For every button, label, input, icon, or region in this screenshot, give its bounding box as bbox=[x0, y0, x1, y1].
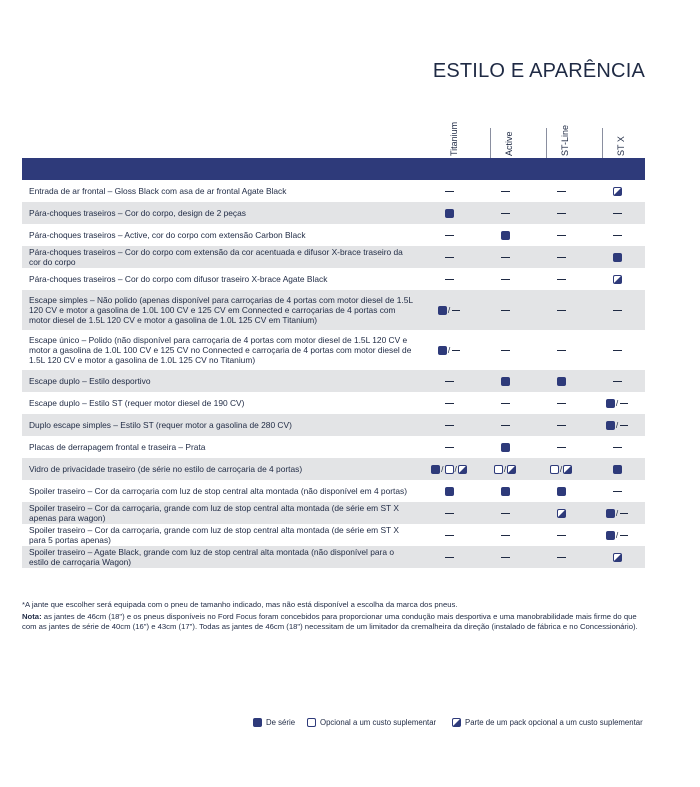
availability-cell bbox=[589, 330, 645, 370]
availability-cell bbox=[477, 224, 533, 246]
availability-cell bbox=[533, 268, 589, 290]
not-available-dash-icon bbox=[452, 310, 460, 311]
not-available-dash-icon bbox=[620, 513, 628, 514]
availability-cell bbox=[421, 224, 477, 246]
feature-label: Duplo escape simples – Estilo ST (requer motor a gasolina de 280 CV) bbox=[22, 414, 421, 436]
not-available-dash-icon bbox=[501, 213, 510, 214]
standard-marker-icon bbox=[606, 531, 615, 540]
availability-cell bbox=[477, 414, 533, 436]
column-divider bbox=[490, 128, 491, 158]
table-row bbox=[22, 330, 645, 370]
availability-cell bbox=[477, 546, 533, 568]
not-available-dash-icon bbox=[620, 425, 628, 426]
not-available-dash-icon bbox=[620, 403, 628, 404]
separator: / bbox=[447, 305, 451, 316]
table-row bbox=[22, 224, 645, 246]
pack-marker-icon bbox=[563, 465, 572, 474]
availability-cell bbox=[421, 414, 477, 436]
features-table bbox=[22, 180, 645, 568]
feature-label: Escape único – Polido (não disponível para carroçaria de 4 portas com motor diesel de 1.5L 120 CV e motor a gasolina de 1.0L 100 CV e 125 CV no Connected e carroçaria de 4 portas com motor diesel de 1.5L 120 CV e motor a gasolina de 1.0L 125 CV no Titanium) bbox=[29, 335, 412, 365]
column-divider bbox=[602, 128, 603, 158]
column-header-st-x: ST X bbox=[616, 136, 626, 156]
legend-optional: Opcional a um custo suplementar bbox=[307, 718, 436, 727]
not-available-dash-icon bbox=[501, 257, 510, 258]
not-available-dash-icon bbox=[445, 513, 454, 514]
standard-marker-icon bbox=[613, 253, 622, 262]
availability-cell bbox=[533, 546, 589, 568]
table-row bbox=[22, 458, 645, 480]
separator: / bbox=[615, 508, 619, 519]
not-available-dash-icon bbox=[445, 235, 454, 236]
not-available-dash-icon bbox=[613, 235, 622, 236]
not-available-dash-icon bbox=[557, 279, 566, 280]
not-available-dash-icon bbox=[613, 350, 622, 351]
not-available-dash-icon bbox=[557, 310, 566, 311]
feature-label: Spoiler traseiro – Cor da carroçaria, grande com luz de stop central alta montada (de série em ST X para 5 portas apenas) bbox=[29, 525, 399, 545]
availability-cell bbox=[589, 436, 645, 458]
separator: / bbox=[454, 464, 457, 475]
table-row bbox=[22, 502, 645, 524]
feature-label: Pára-choques traseiros – Cor do corpo com extensão da cor acentuada e difusor X-brace traseiro da cor do corpo bbox=[22, 246, 421, 268]
standard-marker-icon bbox=[431, 465, 440, 474]
not-available-dash-icon bbox=[501, 191, 510, 192]
not-available-dash-icon bbox=[445, 191, 454, 192]
not-available-dash-icon bbox=[445, 403, 454, 404]
availability-cell bbox=[477, 290, 533, 330]
standard-marker-icon bbox=[438, 346, 447, 355]
not-available-dash-icon bbox=[613, 491, 622, 492]
not-available-dash-icon bbox=[501, 557, 510, 558]
legend-pack: Parte de um pack opcional a um custo suplementar bbox=[452, 718, 643, 727]
separator: / bbox=[615, 530, 619, 541]
not-available-dash-icon bbox=[557, 447, 566, 448]
availability-cell bbox=[589, 458, 645, 480]
table-row bbox=[22, 180, 645, 202]
feature-label: Pára-choques traseiros – Active, cor do corpo com extensão Carbon Black bbox=[29, 230, 306, 240]
not-available-dash-icon bbox=[501, 310, 510, 311]
not-available-dash-icon bbox=[501, 279, 510, 280]
not-available-dash-icon bbox=[620, 535, 628, 536]
table-row bbox=[22, 246, 645, 268]
availability-cell bbox=[533, 458, 589, 480]
availability-cell bbox=[533, 202, 589, 224]
table-row bbox=[22, 436, 645, 458]
standard-marker-icon bbox=[445, 209, 454, 218]
availability-cell bbox=[533, 414, 589, 436]
availability-cell bbox=[477, 524, 533, 546]
optional-marker-icon bbox=[445, 465, 454, 474]
availability-cell bbox=[421, 392, 477, 414]
availability-cell bbox=[421, 436, 477, 458]
nota-label: Nota: bbox=[22, 612, 42, 621]
pack-marker-icon bbox=[458, 465, 467, 474]
availability-cell bbox=[477, 502, 533, 524]
feature-label: Escape duplo – Estilo desportivo bbox=[22, 370, 421, 392]
standard-marker-icon bbox=[606, 421, 615, 430]
optional-marker-icon bbox=[550, 465, 559, 474]
standard-marker-icon bbox=[501, 443, 510, 452]
feature-label: Escape duplo – Estilo ST (requer motor diesel de 190 CV) bbox=[29, 398, 245, 408]
table-row bbox=[22, 370, 645, 392]
availability-cell bbox=[421, 202, 477, 224]
not-available-dash-icon bbox=[557, 191, 566, 192]
availability-cell bbox=[477, 330, 533, 370]
availability-cell bbox=[421, 370, 477, 392]
feature-label: Pára-choques traseiros – Cor do corpo, design de 2 peças bbox=[22, 202, 421, 224]
table-row bbox=[22, 546, 645, 568]
availability-cell bbox=[421, 546, 477, 568]
availability-cell bbox=[533, 370, 589, 392]
not-available-dash-icon bbox=[501, 513, 510, 514]
availability-cell bbox=[589, 202, 645, 224]
availability-cell bbox=[533, 524, 589, 546]
not-available-dash-icon bbox=[445, 447, 454, 448]
pack-marker-icon bbox=[507, 465, 516, 474]
optional-marker-icon bbox=[307, 718, 316, 727]
availability-cell bbox=[421, 524, 477, 546]
availability-cell bbox=[589, 414, 645, 436]
not-available-dash-icon bbox=[445, 425, 454, 426]
availability-cell bbox=[589, 502, 645, 524]
availability-cell bbox=[589, 480, 645, 502]
availability-cell bbox=[533, 392, 589, 414]
availability-cell bbox=[477, 268, 533, 290]
pack-marker-icon bbox=[452, 718, 461, 727]
table-row bbox=[22, 524, 645, 546]
not-available-dash-icon bbox=[452, 350, 460, 351]
availability-cell bbox=[533, 502, 589, 524]
not-available-dash-icon bbox=[501, 535, 510, 536]
not-available-dash-icon bbox=[557, 235, 566, 236]
availability-cell bbox=[589, 370, 645, 392]
footnote-asterisk: *A jante que escolher será equipada com o pneu de tamanho indicado, mas não está disponível a escolha da marca dos pneus. bbox=[22, 600, 458, 609]
availability-cell bbox=[421, 246, 477, 268]
standard-marker-icon bbox=[501, 231, 510, 240]
not-available-dash-icon bbox=[557, 350, 566, 351]
not-available-dash-icon bbox=[613, 310, 622, 311]
table-row bbox=[22, 268, 645, 290]
availability-cell bbox=[477, 180, 533, 202]
feature-label: Escape simples – Não polido (apenas disponível para carroçarias de 4 portas com motor diesel de 1.5L 120 CV e motor a gasolina de 1.0L 100 CV e 125 CV em Connected e carroçarias de 4 portas com motor diesel de 1.5L 120 CV e motor a gasolina de 1.0L 125 CV em Titanium) bbox=[22, 290, 421, 330]
standard-marker-icon bbox=[613, 465, 622, 474]
column-header-st-line: ST-Line bbox=[560, 124, 570, 156]
pack-marker-icon bbox=[613, 187, 622, 196]
not-available-dash-icon bbox=[557, 535, 566, 536]
feature-label: Spoiler traseiro – Cor da carroçaria com luz de stop central alta montada (não disponível em 4 portas) bbox=[29, 486, 407, 496]
feature-label: Spoiler traseiro – Cor da carroçaria, grande com luz de stop central alta montada (de série em ST X apenas para wagon) bbox=[22, 502, 421, 524]
table-row bbox=[22, 290, 645, 330]
availability-cell bbox=[533, 436, 589, 458]
nota-text: as jantes de 46cm (18") e os pneus disponíveis no Ford Focus foram concebidos para proporcionar uma condução mais desportiva e uma manobrabilidade mais firme do que com as jantes de série de 40cm (16") e 43cm (17"). Todas as jantes de 46cm (18") necessitam de um limitador da cremalheira da direção (instalado de fábrica e no Concessionário). bbox=[22, 612, 638, 631]
page-title: ESTILO E APARÊNCIA bbox=[432, 60, 645, 82]
availability-cell bbox=[477, 392, 533, 414]
not-available-dash-icon bbox=[557, 425, 566, 426]
feature-label: Entrada de ar frontal – Gloss Black com asa de ar frontal Agate Black bbox=[29, 186, 287, 196]
availability-cell bbox=[589, 524, 645, 546]
not-available-dash-icon bbox=[613, 447, 622, 448]
table-row bbox=[22, 480, 645, 502]
not-available-dash-icon bbox=[613, 213, 622, 214]
table-row bbox=[22, 414, 645, 436]
not-available-dash-icon bbox=[557, 403, 566, 404]
not-available-dash-icon bbox=[501, 425, 510, 426]
standard-marker-icon bbox=[557, 377, 566, 386]
availability-cell bbox=[533, 180, 589, 202]
column-divider bbox=[546, 128, 547, 158]
not-available-dash-icon bbox=[445, 257, 454, 258]
not-available-dash-icon bbox=[613, 381, 622, 382]
availability-cell bbox=[421, 290, 477, 330]
availability-cell bbox=[533, 480, 589, 502]
availability-cell bbox=[533, 290, 589, 330]
not-available-dash-icon bbox=[445, 557, 454, 558]
separator: / bbox=[615, 398, 619, 409]
availability-cell bbox=[589, 180, 645, 202]
feature-label: Spoiler traseiro – Agate Black, grande com luz de stop central alta montada (não disponível para o estilo de carroçaria Wagon) bbox=[22, 546, 421, 568]
availability-cell bbox=[589, 246, 645, 268]
separator: / bbox=[559, 464, 563, 475]
availability-cell bbox=[589, 392, 645, 414]
availability-cell bbox=[589, 268, 645, 290]
feature-label: Pára-choques traseiros – Cor do corpo com difusor traseiro X-brace Agate Black bbox=[29, 274, 328, 284]
availability-cell bbox=[477, 202, 533, 224]
availability-cell bbox=[533, 246, 589, 268]
standard-marker-icon bbox=[606, 509, 615, 518]
not-available-dash-icon bbox=[557, 257, 566, 258]
standard-marker-icon bbox=[253, 718, 262, 727]
availability-cell bbox=[589, 546, 645, 568]
footnote-nota bbox=[22, 612, 647, 632]
pack-marker-icon bbox=[613, 275, 622, 284]
not-available-dash-icon bbox=[557, 213, 566, 214]
legend-standard: De série bbox=[253, 718, 295, 727]
not-available-dash-icon bbox=[445, 381, 454, 382]
not-available-dash-icon bbox=[445, 535, 454, 536]
column-header-active: Active bbox=[504, 131, 514, 156]
not-available-dash-icon bbox=[501, 403, 510, 404]
availability-cell bbox=[477, 436, 533, 458]
separator: / bbox=[615, 420, 619, 431]
standard-marker-icon bbox=[606, 399, 615, 408]
availability-cell bbox=[533, 330, 589, 370]
availability-cell bbox=[421, 480, 477, 502]
feature-label: Placas de derrapagem frontal e traseira – Prata bbox=[29, 442, 206, 452]
pack-marker-icon bbox=[557, 509, 566, 518]
availability-cell bbox=[421, 458, 477, 480]
separator: / bbox=[441, 464, 444, 475]
column-header-titanium: Titanium bbox=[449, 121, 459, 156]
availability-cell bbox=[477, 458, 533, 480]
availability-cell bbox=[589, 290, 645, 330]
standard-marker-icon bbox=[501, 377, 510, 386]
separator: / bbox=[503, 464, 507, 475]
availability-cell bbox=[533, 224, 589, 246]
availability-cell bbox=[421, 502, 477, 524]
not-available-dash-icon bbox=[557, 557, 566, 558]
availability-cell bbox=[421, 268, 477, 290]
table-row bbox=[22, 392, 645, 414]
availability-cell bbox=[477, 370, 533, 392]
standard-marker-icon bbox=[438, 306, 447, 315]
availability-cell bbox=[477, 246, 533, 268]
standard-marker-icon bbox=[557, 487, 566, 496]
header-bar bbox=[22, 158, 645, 180]
not-available-dash-icon bbox=[501, 350, 510, 351]
separator: / bbox=[447, 345, 451, 356]
pack-marker-icon bbox=[613, 553, 622, 562]
availability-cell bbox=[477, 480, 533, 502]
feature-label: Vidro de privacidade traseiro (de série no estilo de carroçaria de 4 portas) bbox=[22, 458, 421, 480]
standard-marker-icon bbox=[445, 487, 454, 496]
availability-cell bbox=[589, 224, 645, 246]
optional-marker-icon bbox=[494, 465, 503, 474]
table-row bbox=[22, 202, 645, 224]
availability-cell bbox=[421, 180, 477, 202]
not-available-dash-icon bbox=[445, 279, 454, 280]
standard-marker-icon bbox=[501, 487, 510, 496]
availability-cell bbox=[421, 330, 477, 370]
